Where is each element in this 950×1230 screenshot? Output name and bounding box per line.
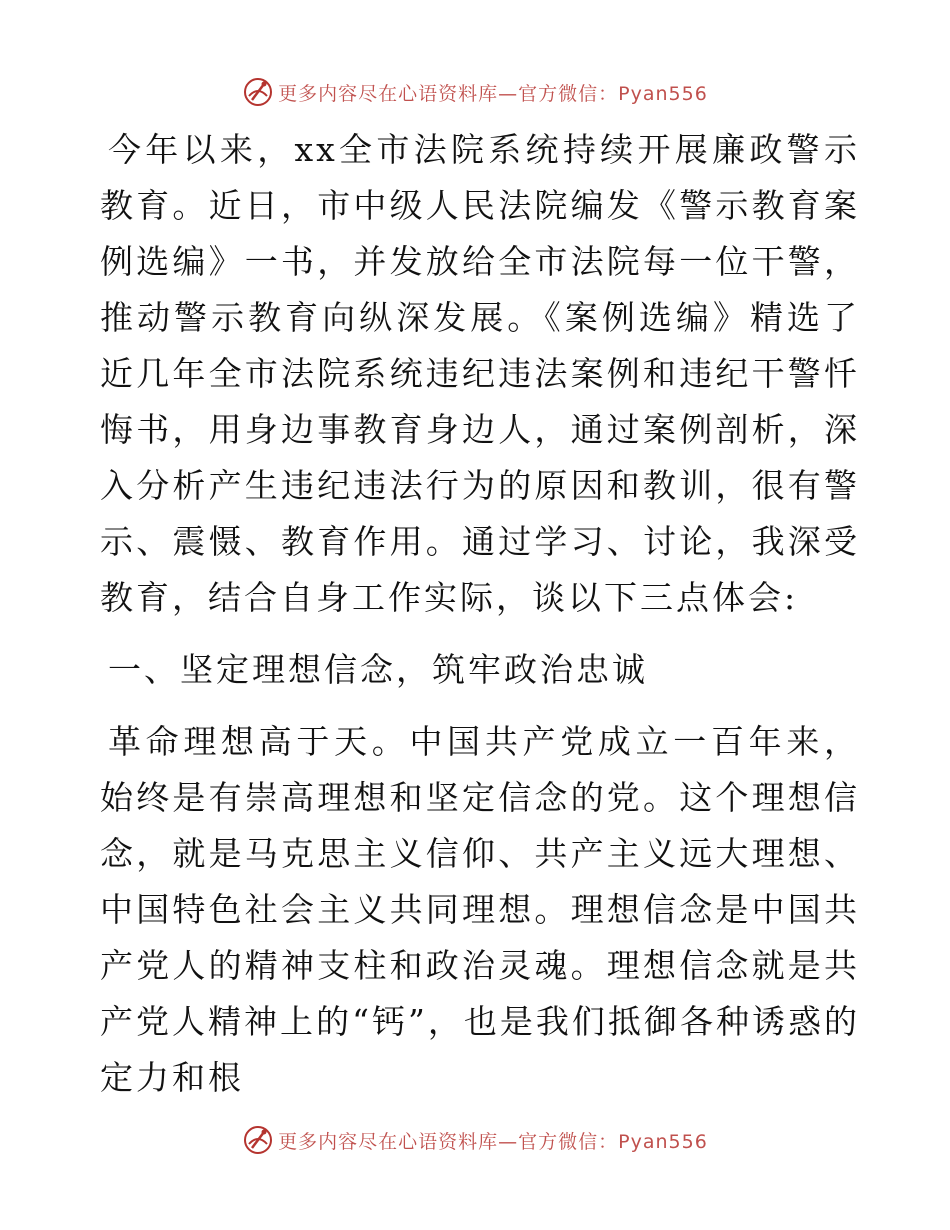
document-body — [100, 122, 860, 1106]
paragraph-ideals: 革命理想高于天。中国共产党成立一百年来，始终是有崇高理想和坚定信念的党。这个理想信念，就是马克思主义信仰、共产主义远大理想、中国特色社会主义共同理想。理想信念是中国共产党人的精神支柱和政治灵魂。理想信念就是共产党人精神上的“钙”，也是我们抵御各种诱惑的定力和根 — [100, 722, 860, 1097]
book-logo-icon — [242, 1124, 274, 1156]
header-banner-text: 更多内容尽在心语资料库—官方微信：Pyan556 — [278, 82, 708, 105]
paragraph-intro: 今年以来，xx全市法院系统持续开展廉政警示教育。近日，市中级人民法院编发《警示教育案例选编》一书，并发放给全市法院每一位干警，推动警示教育向纵深发展。《案例选编》精选了近几年全市法院系统违纪违法案例和违纪干警忏悔书，用身边事教育身边人，通过案例剖析，深入分析产生违纪违法行为的原因和教训，很有警示、震慑、教育作用。通过学习、讨论，我深受教育，结合自身工作实际，谈以下三点体会: — [100, 130, 860, 617]
header-banner — [0, 72, 950, 112]
footer-banner — [0, 1120, 950, 1160]
book-logo-icon — [242, 76, 274, 108]
section-heading-1: 一、坚定理想信念，筑牢政治忠诚 — [108, 650, 648, 689]
footer-banner-text: 更多内容尽在心语资料库—官方微信：Pyan556 — [278, 1130, 708, 1153]
